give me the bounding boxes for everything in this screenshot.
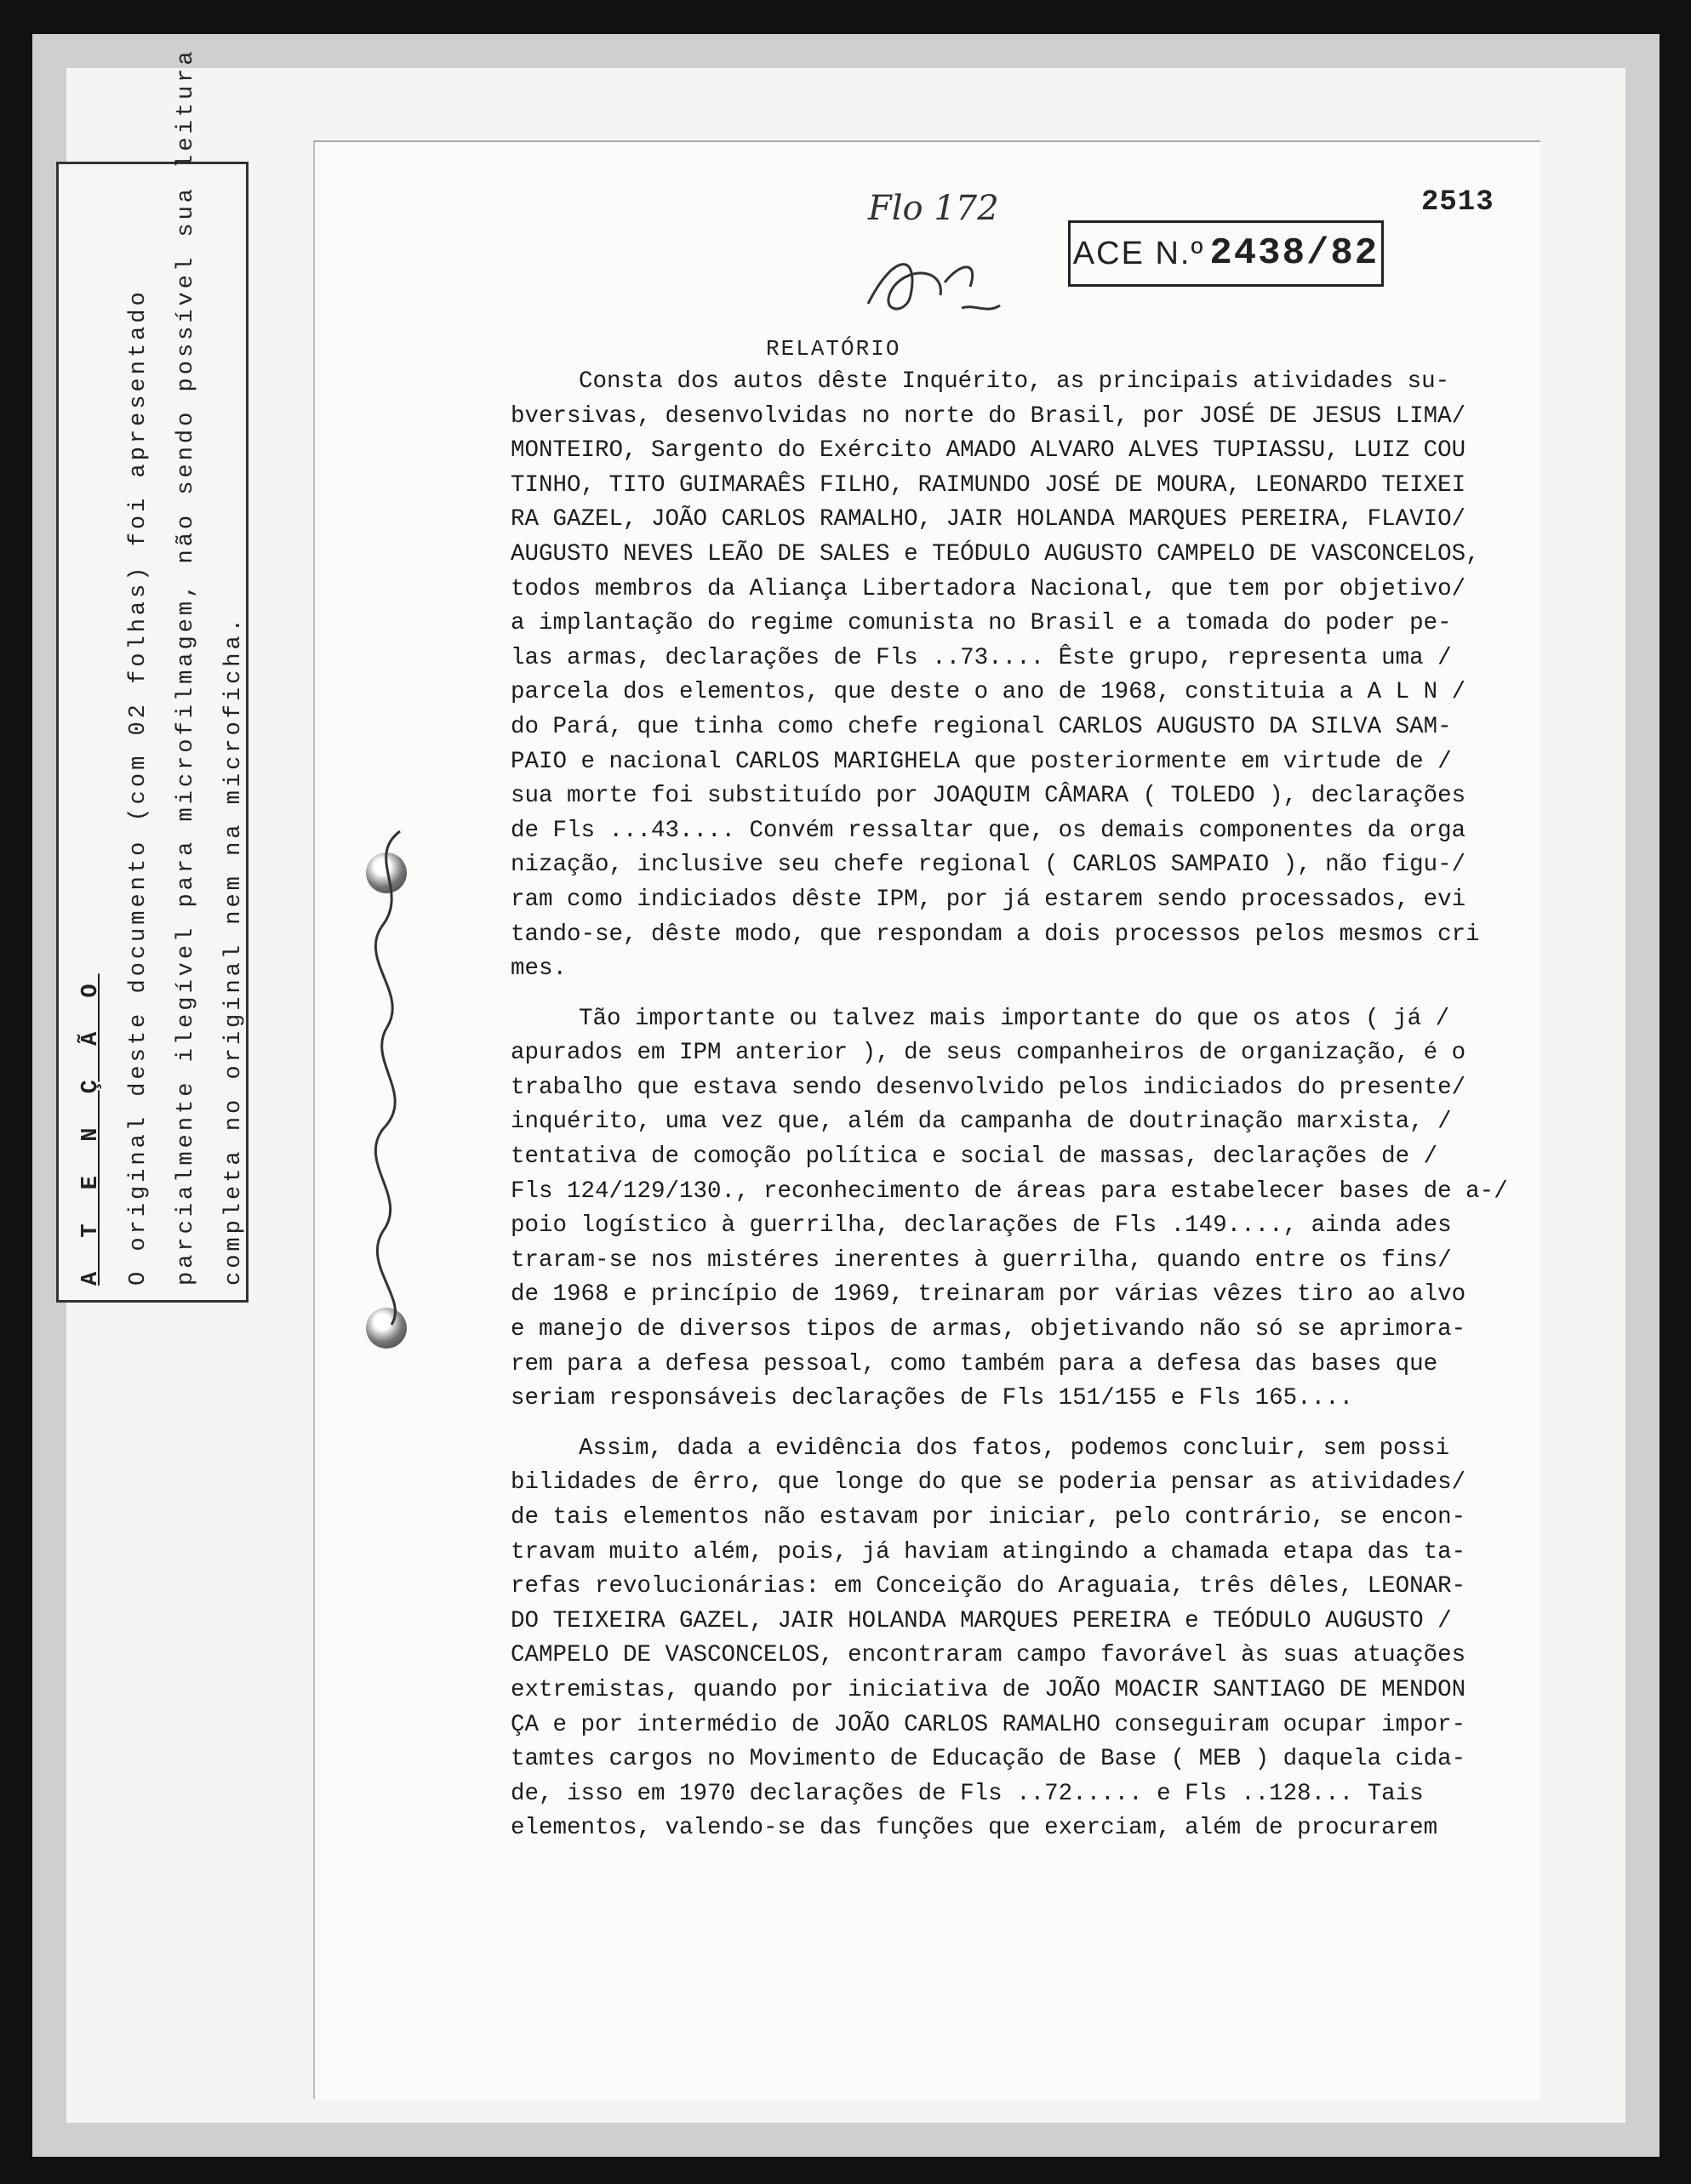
- text-line: AUGUSTO NEVES LEÃO DE SALES e TEÓDULO AUGUSTO CAMPELO DE VASCONCELOS,: [511, 540, 1480, 567]
- text-line: inquérito, uma vez que, além da campanha de doutrinação marxista, /: [511, 1109, 1452, 1136]
- text-line: seriam responsáveis declarações de Fls 151/155 e Fls 165....: [511, 1385, 1354, 1412]
- text-line: e manejo de diversos tipos de armas, objetivando não só se aprimora-: [511, 1316, 1466, 1343]
- text-line: las armas, declarações de Fls ..73.... Êste grupo, representa uma /: [511, 644, 1452, 671]
- text-line: ÇA e por intermédio de JOÃO CARLOS RAMALHO conseguiram ocupar impor-: [511, 1711, 1466, 1738]
- text-line: CAMPELO DE VASCONCELOS, encontraram campo favorável às suas atuações: [511, 1642, 1466, 1669]
- paragraph-1: [511, 365, 1489, 987]
- text-line: Fls 124/129/130., reconhecimento de áreas para estabelecer bases de a-/: [511, 1178, 1508, 1205]
- initials-signature-icon: [860, 236, 1013, 329]
- text-line: rem para a defesa pessoal, como também para a defesa das bases que: [511, 1350, 1438, 1377]
- stamp-number: 2438/82: [1209, 232, 1380, 275]
- margin-signature-icon: [349, 823, 426, 1333]
- text-line: ram como indiciados dêste IPM, por já estarem sendo processados, evi: [511, 886, 1466, 913]
- attention-notice-box: [56, 47, 249, 1303]
- text-line: de 1968 e princípio de 1969, treinaram por várias vêzes tiro ao alvo: [511, 1281, 1466, 1309]
- text-line: tando-se, dêste modo, que respondam a dois processos pelos mesmos cri: [511, 921, 1480, 948]
- text-line: RA GAZEL, JOÃO CARLOS RAMALHO, JAIR HOLANDA MARQUES PEREIRA, FLAVIO/: [511, 506, 1466, 533]
- text-line: sua morte foi substituído por JOAQUIM CÂMARA ( TOLEDO ), declarações: [511, 783, 1466, 810]
- handwritten-folio: Flo 172: [868, 189, 999, 228]
- text-line: tamtes cargos no Movimento de Educação de Base ( MEB ) daquela cida-: [511, 1746, 1466, 1773]
- text-line: poio logístico à guerrilha, declarações de Fls .149...., ainda ades: [511, 1212, 1452, 1240]
- document-title: RELATÓRIO: [766, 336, 901, 362]
- text-line: tentativa de comoção política e social de massas, declarações de /: [511, 1143, 1438, 1171]
- text-line: TINHO, TITO GUIMARAÊS FILHO, RAIMUNDO JOSÉ DE MOURA, LEONARDO TEIXEI: [511, 471, 1466, 499]
- text-line: do Pará, que tinha como chefe regional CARLOS AUGUSTO DA SILVA SAM-: [511, 713, 1452, 740]
- document-body: [511, 365, 1508, 1846]
- text-line: mes.: [511, 955, 568, 983]
- stamp-prefix: ACE N.º: [1072, 235, 1205, 271]
- paragraph-2: [511, 1002, 1508, 1417]
- attention-line-1: O original deste documento (com 02 folhas) foi apresentado: [126, 288, 151, 1286]
- text-line: extremistas, quando por iniciativa de JOÃO MOACIR SANTIAGO DE MENDON: [511, 1676, 1466, 1703]
- text-line: bilidades de êrro, que longe do que se poderia pensar as atividades/: [511, 1469, 1466, 1497]
- text-line: Consta dos autos dêste Inquérito, as principais atividades su-: [579, 368, 1450, 395]
- text-line: elementos, valendo-se das funções que exerciam, além de procurarem: [511, 1815, 1438, 1842]
- text-line: nização, inclusive seu chefe regional ( CARLOS SAMPAIO ), não figu-/: [511, 852, 1466, 879]
- text-line: parcela dos elementos, que deste o ano de 1968, constituia a A L N /: [511, 679, 1466, 706]
- text-line: de Fls ...43.... Convém ressaltar que, os demais componentes da orga: [511, 817, 1466, 844]
- text-line: todos membros da Aliança Libertadora Nacional, que tem por objetivo/: [511, 575, 1466, 602]
- page-number: 2513: [1421, 186, 1494, 219]
- text-line: trabalho que estava sendo desenvolvido pelos indiciados do presente/: [511, 1074, 1466, 1101]
- text-line: Tão importante ou talvez mais importante do que os atos ( já /: [579, 1005, 1450, 1032]
- text-line: bversivas, desenvolvidas no norte do Brasil, por JOSÉ DE JESUS LIMA/: [511, 402, 1466, 430]
- text-line: a implantação do regime comunista no Brasil e a tomada do poder pe-: [511, 610, 1452, 637]
- text-line: MONTEIRO, Sargento do Exército AMADO ALVARO ALVES TUPIASSU, LUIZ COU: [511, 437, 1466, 465]
- text-line: de tais elementos não estavam por iniciar, pelo contrário, se encon-: [511, 1504, 1466, 1531]
- paragraph-3: [511, 1432, 1489, 1846]
- attention-line-3: completa no original nem na microficha.: [221, 614, 247, 1286]
- text-line: refas revolucionárias: em Conceição do Araguaia, três dêles, LEONAR-: [511, 1573, 1466, 1600]
- text-line: de, isso em 1970 declarações de Fls ..72..... e Fls ..128... Tais: [511, 1780, 1424, 1807]
- text-line: PAIO e nacional CARLOS MARIGHELA que posteriormente em virtude de /: [511, 748, 1452, 775]
- attention-heading: A T E N Ç Ã O: [78, 972, 104, 1286]
- attention-line-2: parcialmente ilegível para microfilmagem, não sendo possível sua leitura: [174, 47, 199, 1286]
- attention-notice-text: [67, 47, 247, 1286]
- text-line: apurados em IPM anterior ), de seus companheiros de organização, é o: [511, 1040, 1466, 1067]
- document-page: [313, 140, 1540, 2099]
- text-line: traram-se nos mistéres inerentes à guerrilha, quando entre os fins/: [511, 1246, 1452, 1274]
- text-line: travam muito além, pois, já haviam atingindo a chamada etapa das ta-: [511, 1538, 1466, 1565]
- text-line: Assim, dada a evidência dos fatos, podemos concluir, sem possi: [579, 1434, 1450, 1462]
- text-line: DO TEIXEIRA GAZEL, JAIR HOLANDA MARQUES PEREIRA e TEÓDULO AUGUSTO /: [511, 1607, 1452, 1634]
- ace-stamp: [1068, 220, 1384, 287]
